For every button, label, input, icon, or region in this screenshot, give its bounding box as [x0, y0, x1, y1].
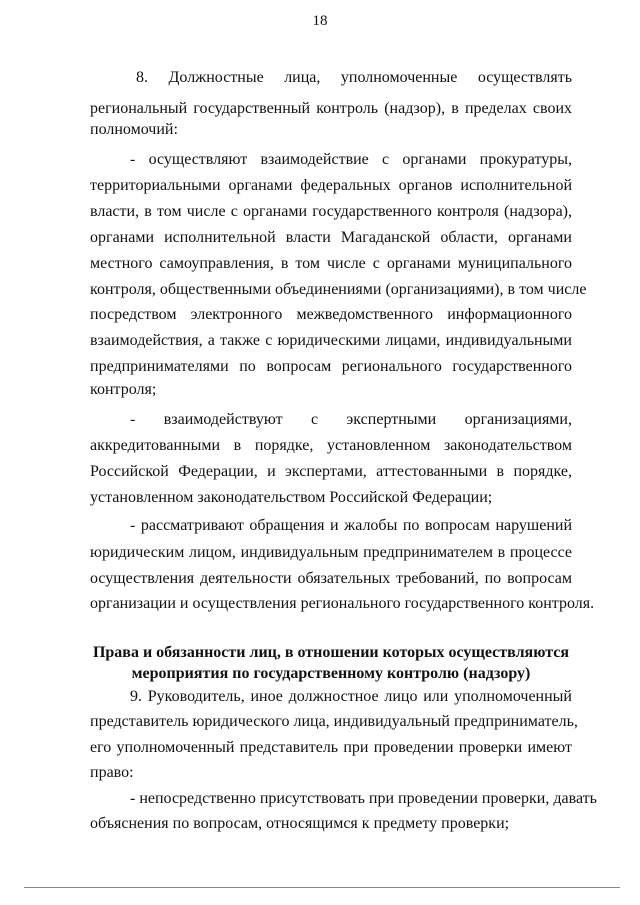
b1-line-5: местного самоуправления, в том числе с органами муниципального	[90, 255, 572, 272]
p9-line-1: 9. Руководитель, иное должностное лицо или уполномоченный	[130, 688, 572, 705]
p9-line-4: право:	[90, 764, 134, 781]
b1-line-8: взаимодействия, а также с юридическими лицами, индивидуальными	[90, 332, 572, 349]
b2-line-1: - взаимодействуют с экспертными организациями,	[130, 411, 572, 428]
page-number: 18	[312, 13, 328, 29]
section-heading-line-2: мероприятия по государственному контролю (надзору)	[131, 665, 531, 682]
b4-line-1: - непосредственно присутствовать при проведении проверки, давать	[130, 790, 597, 807]
p8-line-2: региональный государственный контроль (надзор), в пределах своих	[90, 100, 572, 117]
b3-line-1: - рассматривают обращения и жалобы по вопросам нарушений	[130, 517, 572, 534]
b2-line-2: аккредитованными в порядке, установленном законодательством	[90, 437, 572, 454]
b3-line-3: осуществления деятельности обязательных требований, по вопросам	[90, 570, 572, 587]
b1-line-1: - осуществляют взаимодействие с органами прокуратуры,	[130, 151, 572, 168]
b1-line-7: посредством электронного межведомственного информационного	[90, 306, 572, 323]
b1-line-2: территориальными органами федеральных органов исполнительной	[90, 177, 572, 194]
b1-line-6: контроля, общественными объединениями (организациями), в том числе	[90, 281, 587, 298]
section-heading-line-1: Права и обязанности лиц, в отношении которых осуществляются	[92, 644, 570, 661]
b1-line-4: органами исполнительной власти Магаданской области, органами	[90, 229, 572, 246]
p8-line-1: 8. Должностные лица, уполномоченные осуществлять	[136, 69, 572, 86]
b3-line-2: юридическим лицом, индивидуальным предпринимателем в процессе	[90, 544, 572, 561]
p9-line-2: представитель юридического лица, индивидуальный предприниматель,	[90, 713, 578, 730]
b1-line-3: власти, в том числе с органами государственного контроля (надзора),	[90, 203, 572, 220]
p8-line-3: полномочий:	[90, 121, 178, 138]
b2-line-4: установленном законодательством Российской Федерации;	[90, 489, 493, 506]
b3-line-4: организации и осуществления регионального государственного контроля.	[90, 595, 595, 612]
b4-line-2: объяснения по вопросам, относящимся к предмету проверки;	[90, 815, 510, 832]
p9-line-3: его уполномоченный представитель при проведении проверки имеют	[90, 739, 572, 756]
b1-line-9: предпринимателями по вопросам регионального государственного	[90, 358, 572, 375]
b1-line-10: контроля;	[90, 381, 157, 398]
b2-line-3: Российской Федерации, и экспертами, аттестованными в порядке,	[90, 463, 572, 480]
scan-bottom-edge	[24, 887, 620, 888]
